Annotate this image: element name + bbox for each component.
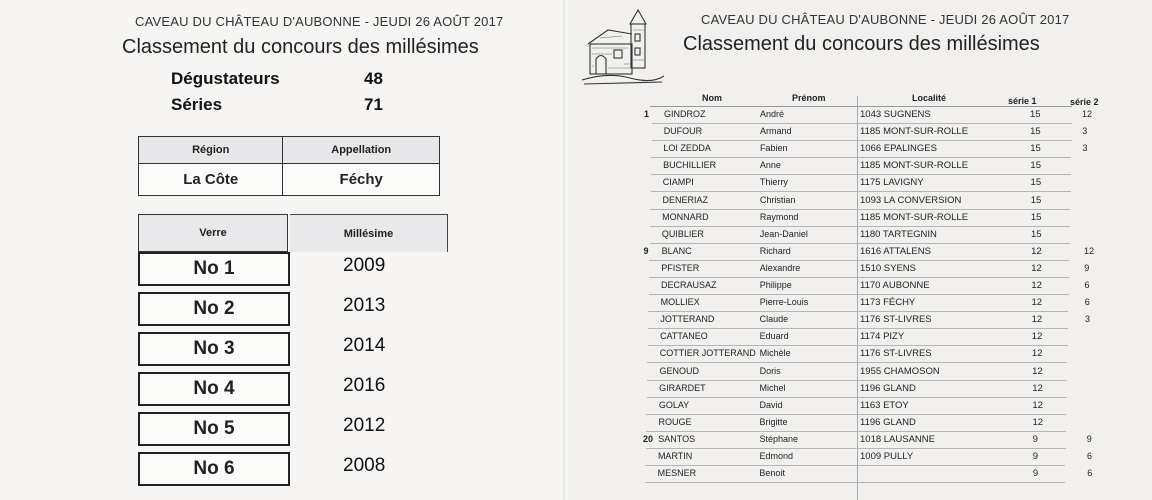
event-header: CAVEAU DU CHÂTEAU D'AUBONNE - JEUDI 26 AOÛT 2017: [135, 14, 504, 29]
table-row: [568, 297, 1152, 314]
nom-cell: CIAMPI: [662, 177, 694, 188]
localite-cell: 1196 GLAND: [860, 382, 916, 394]
serie-1-cell: 12: [1032, 416, 1044, 428]
prenom-cell: Armand: [759, 126, 792, 137]
nom-cell: MOLLIEX: [660, 297, 700, 308]
serie-1-cell: 15: [1030, 143, 1041, 155]
localite-cell: 1093 LA CONVERSION: [860, 194, 962, 206]
verres-table: [138, 214, 448, 500]
nom-cell: GIRARDET: [659, 382, 706, 393]
left-sheet: [0, 0, 565, 500]
page-title: Classement du concours des millésimes: [122, 36, 479, 58]
localite-cell: 1066 EPALINGES: [860, 143, 937, 155]
serie-1-cell: 12: [1031, 245, 1042, 257]
verre-row: [138, 292, 448, 330]
localite-cell: 1043 SUGNENS: [860, 109, 931, 120]
row-rule: [645, 482, 1065, 483]
millesime-year: 2008: [343, 455, 386, 476]
serie-2-cell: 6: [1086, 451, 1092, 461]
row-rule: [650, 209, 1070, 210]
table-row: [568, 195, 1152, 212]
verre-header: Verre: [138, 214, 288, 252]
millesime-header: Millésime: [290, 214, 448, 252]
serie-2-cell: 12: [1082, 109, 1093, 119]
region-table: [138, 136, 440, 196]
serie-1-cell: 12: [1031, 280, 1042, 291]
serie-2-cell: 6: [1084, 280, 1090, 290]
table-row: [568, 109, 1152, 126]
localite-cell: 1196 GLAND: [860, 416, 916, 428]
serie-1-cell: 15: [1030, 126, 1041, 138]
prenom-cell: Michèle: [759, 348, 791, 359]
table-row: [568, 468, 1152, 485]
table-row: [568, 246, 1152, 263]
stat-value-degustateurs: 48: [364, 69, 383, 88]
serie-1-cell: 12: [1031, 314, 1043, 326]
rank-number: 9: [643, 245, 649, 256]
row-rule: [649, 277, 1069, 278]
nom-cell: GOLAY: [658, 399, 690, 410]
row-rule: [649, 260, 1069, 261]
serie-1-cell: 12: [1031, 262, 1042, 274]
row-rule: [647, 380, 1067, 381]
verre-number: No 2: [138, 292, 290, 326]
prenom-cell: Eduard: [759, 331, 789, 342]
nom-cell: BUCHILLIER: [663, 160, 717, 171]
serie-2-cell: 3: [1082, 143, 1088, 154]
prenom-cell: Pierre-Louis: [759, 297, 809, 308]
page-title: Classement du concours des millésimes: [683, 33, 1040, 55]
localite-cell: 1174 PIZY: [860, 331, 905, 343]
verre-number: No 3: [138, 332, 290, 366]
prenom-cell: Michel: [759, 382, 786, 393]
castle-illustration: [578, 4, 668, 86]
stat-value-series: 71: [364, 95, 383, 114]
region-header: Région: [139, 137, 283, 164]
localite-cell: 1616 ATTALENS: [860, 245, 931, 257]
localite-cell: 1009 PULLY: [860, 451, 914, 462]
row-rule: [645, 465, 1065, 466]
prenom-cell: Brigitte: [759, 416, 788, 427]
serie-1-cell: 15: [1030, 160, 1041, 172]
column-header-localite: Localité: [912, 93, 947, 103]
table-row: [568, 417, 1152, 434]
localite-cell: 1185 MONT-SUR-ROLLE: [860, 160, 969, 172]
prenom-cell: Raymond: [759, 211, 799, 222]
nom-cell: COTTIER JOTTERAND: [659, 348, 756, 359]
nom-cell: MESNER: [657, 468, 697, 479]
serie-1-cell: 12: [1031, 331, 1043, 343]
nom-cell: GENOUD: [659, 365, 699, 376]
prenom-cell: Stéphane: [759, 433, 799, 444]
nom-cell: ROUGE: [658, 416, 692, 427]
localite-cell: 1018 LAUSANNE: [860, 433, 935, 445]
table-row: [568, 451, 1152, 468]
serie-2-cell: 6: [1084, 297, 1090, 308]
table-row: [568, 400, 1152, 417]
millesime-year: 2009: [343, 255, 386, 276]
row-rule: [648, 328, 1068, 329]
localite-cell: 1173 FÉCHY: [860, 297, 916, 309]
localite-cell: 1163 ETOY: [860, 399, 909, 411]
prenom-cell: Edmond: [759, 451, 793, 461]
table-row: [568, 212, 1152, 229]
prenom-cell: Philippe: [759, 280, 792, 290]
prenom-cell: Christian: [759, 194, 796, 205]
verre-number: No 6: [138, 452, 290, 486]
prenom-cell: Fabien: [759, 143, 788, 154]
region-value: La Côte: [139, 164, 283, 196]
nom-cell: LOI ZEDDA: [663, 143, 711, 154]
appellation-value: Féchy: [283, 164, 440, 196]
serie-1-cell: 15: [1030, 109, 1041, 120]
localite-cell: 1176 ST-LIVRES: [860, 314, 932, 326]
nom-cell: DECRAUSAZ: [660, 280, 717, 290]
row-rule: [651, 157, 1071, 158]
prenom-cell: Doris: [759, 365, 781, 376]
row-rule: [647, 362, 1067, 363]
table-row: [568, 280, 1152, 297]
table-row: [568, 143, 1152, 160]
rank-number: 20: [642, 433, 653, 444]
verre-row: [138, 332, 448, 370]
prenom-cell: Alexandre: [759, 262, 801, 273]
localite-cell: 1955 CHAMOSON: [860, 365, 940, 377]
serie-1-cell: 12: [1031, 348, 1043, 360]
row-rule: [650, 243, 1070, 244]
verre-row: [138, 412, 448, 450]
row-rule: [647, 397, 1067, 398]
serie-1-cell: 12: [1032, 382, 1043, 394]
millesime-year: 2014: [343, 335, 386, 356]
millesime-year: 2016: [343, 375, 386, 396]
nom-cell: DENERIAZ: [662, 194, 708, 205]
serie-1-cell: 15: [1030, 211, 1042, 223]
nom-cell: SANTOS: [658, 433, 696, 444]
nom-cell: QUIBLIER: [661, 228, 704, 239]
row-rule: [652, 123, 1072, 124]
stat-label-series: Séries: [171, 95, 223, 114]
event-header: CAVEAU DU CHÂTEAU D'AUBONNE - JEUDI 26 AOÛT 2017: [701, 12, 1070, 27]
row-rule: [646, 448, 1066, 449]
millesime-year: 2013: [343, 295, 386, 316]
localite-cell: 1185 MONT-SUR-ROLLE: [860, 211, 969, 223]
header-rule: [650, 106, 1072, 107]
column-header-prenom: Prénom: [792, 93, 826, 103]
table-row: [568, 348, 1152, 365]
row-rule: [648, 345, 1068, 346]
serie-2-cell: 3: [1082, 126, 1088, 137]
millesime-year: 2012: [343, 415, 386, 436]
localite-cell: 1510 SYENS: [860, 262, 916, 274]
prenom-cell: Jean-Daniel: [759, 228, 808, 239]
serie-1-cell: 9: [1032, 468, 1039, 480]
column-header-serie-1: série 1: [1008, 96, 1037, 106]
verre-row: [138, 372, 448, 410]
prenom-cell: Anne: [759, 160, 781, 171]
serie-1-cell: 9: [1032, 451, 1039, 462]
serie-2-cell: 9: [1086, 433, 1092, 444]
table-row: [568, 331, 1152, 348]
serie-1-cell: 12: [1031, 297, 1043, 309]
verre-number: No 5: [138, 412, 290, 446]
row-rule: [652, 140, 1072, 141]
row-rule: [650, 226, 1070, 227]
serie-2-cell: 9: [1084, 262, 1090, 273]
nom-cell: JOTTERAND: [660, 314, 715, 325]
verre-number: No 4: [138, 372, 290, 406]
nom-cell: BLANC: [661, 245, 692, 256]
row-rule: [651, 191, 1071, 192]
serie-2-cell: 6: [1087, 468, 1093, 479]
verre-number: No 1: [138, 252, 290, 286]
nom-cell: GINDROZ: [664, 109, 706, 119]
row-rule: [646, 414, 1066, 415]
prenom-cell: Richard: [759, 245, 791, 256]
table-row: [568, 177, 1152, 194]
table-row: [568, 160, 1152, 177]
table-row: [568, 314, 1152, 331]
column-header-nom: Nom: [702, 93, 722, 103]
localite-cell: 1180 TARTEGNIN: [860, 228, 937, 240]
serie-2-cell: 3: [1084, 314, 1090, 325]
nom-cell: MARTIN: [657, 451, 693, 461]
table-row: [568, 366, 1152, 383]
stat-label-degustateurs: Dégustateurs: [171, 69, 280, 88]
row-rule: [651, 174, 1071, 175]
localite-cell: 1170 AUBONNE: [860, 280, 930, 291]
right-sheet: [568, 0, 1152, 500]
serie-1-cell: 9: [1032, 433, 1038, 445]
prenom-cell: Thierry: [759, 177, 788, 188]
verre-row: [138, 252, 448, 290]
serie-2-cell: 12: [1083, 245, 1094, 256]
serie-1-cell: 15: [1030, 228, 1042, 240]
nom-cell: MONNARD: [662, 211, 709, 222]
column-header-serie-2: série 2: [1070, 97, 1099, 107]
serie-1-cell: 12: [1032, 365, 1043, 377]
localite-cell: 1176 ST-LIVRES: [860, 348, 932, 360]
table-row: [568, 383, 1152, 400]
prenom-cell: André: [760, 109, 785, 119]
verre-row: [138, 452, 448, 490]
prenom-cell: David: [759, 399, 783, 410]
table-row: [568, 126, 1152, 143]
rank-number: 1: [644, 109, 650, 119]
row-rule: [646, 431, 1066, 432]
row-rule: [649, 294, 1069, 295]
table-row: [568, 263, 1152, 280]
localite-cell: 1175 LAVIGNY: [860, 177, 924, 189]
nom-cell: PFISTER: [661, 262, 700, 273]
row-rule: [648, 311, 1068, 312]
table-row: [568, 434, 1152, 451]
prenom-cell: Benoit: [759, 468, 785, 479]
localite-cell: 1185 MONT-SUR-ROLLE: [860, 126, 969, 138]
serie-1-cell: 12: [1032, 399, 1043, 411]
serie-1-cell: 15: [1030, 194, 1042, 206]
nom-cell: CATTANEO: [660, 331, 708, 342]
prenom-cell: Claude: [759, 314, 789, 325]
serie-1-cell: 15: [1030, 177, 1042, 189]
nom-cell: DUFOUR: [663, 126, 703, 137]
appellation-header: Appellation: [283, 137, 440, 164]
table-row: [568, 229, 1152, 246]
